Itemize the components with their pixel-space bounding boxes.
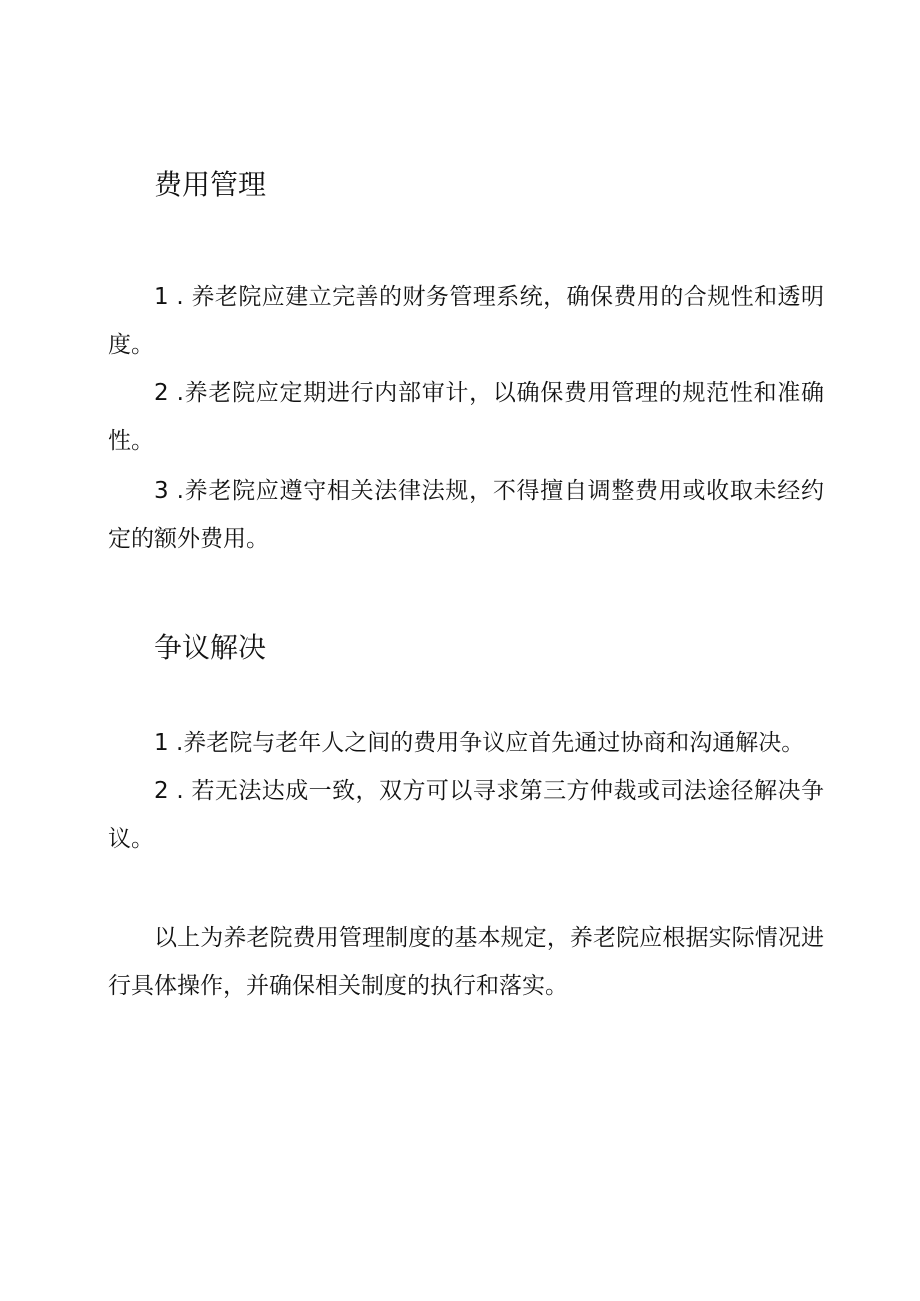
fee-management-item-2: 2 .养老院应定期进行内部审计，以确保费用管理的规范性和准确性。: [108, 380, 824, 454]
section-title-dispute-resolution: 争议解决: [154, 631, 267, 664]
section-title-fee-management: 费用管理: [154, 168, 267, 201]
fee-management-item-1: 1 . 养老院应建立完善的财务管理系统，确保费用的合规性和透明度。: [108, 284, 824, 358]
fee-management-item-3: 3 .养老院应遵守相关法律法规，不得擅自调整费用或收取未经约定的额外费用。: [108, 478, 824, 552]
dispute-resolution-item-1: 1 .养老院与老年人之间的费用争议应首先通过协商和沟通解决。: [154, 730, 805, 756]
dispute-resolution-item-2: 2 . 若无法达成一致，双方可以寻求第三方仲裁或司法途径解决争议。: [108, 778, 824, 852]
conclusion-paragraph: 以上为养老院费用管理制度的基本规定，养老院应根据实际情况进行具体操作，并确保相关制度的执行和落实。: [108, 925, 824, 999]
